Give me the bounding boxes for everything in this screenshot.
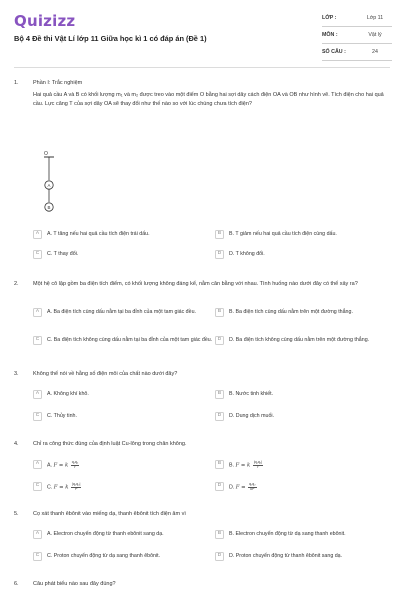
option-letter: A: [33, 530, 42, 539]
question-5: [14, 510, 390, 522]
option-d[interactable]: [215, 412, 393, 426]
option-c[interactable]: [33, 482, 218, 496]
meta-key-question-count: SỐ CÂU :: [322, 49, 346, 55]
formula-fraction: [71, 461, 80, 470]
option-text: D.: [229, 484, 235, 491]
question-number: 1.: [14, 80, 19, 86]
fraction-numerator: q₁q₂: [249, 482, 256, 486]
fraction-numerator: q₁q₂: [71, 460, 79, 464]
option-text: A. Không khí khô.: [47, 391, 89, 397]
option-letter: D: [215, 552, 224, 561]
question-4: [14, 440, 390, 452]
question-number: 5.: [14, 511, 19, 517]
question-text: Cọ xát thanh êbônit vào miếng dạ, thanh êbônit tích điện âm vì: [33, 511, 186, 517]
option-letter: A: [33, 460, 42, 469]
worksheet-meta: [322, 10, 392, 61]
option-d[interactable]: [215, 552, 393, 566]
option-letter: D: [215, 412, 224, 421]
header-divider: [14, 67, 390, 68]
option-letter: A: [33, 390, 42, 399]
option-text: C. Thủy tinh.: [47, 413, 77, 419]
fraction-denominator: r: [74, 464, 76, 469]
option-text: C.: [47, 484, 53, 491]
option-text: B. T giảm nếu hai quả cầu tích điện cùng dấu.: [229, 231, 337, 237]
formula-lhs: F = k: [53, 462, 69, 469]
option-a[interactable]: [33, 530, 218, 544]
option-text: D. T không đổi.: [229, 251, 265, 257]
option-letter: C: [33, 482, 42, 491]
meta-value-class: Lớp 11: [366, 15, 384, 21]
ball-a-label: A: [47, 183, 51, 188]
formula-fraction: [248, 483, 257, 492]
option-letter: D: [215, 250, 224, 259]
option-letter: B: [215, 460, 224, 469]
option-text: A. T tăng nếu hai quả cầu tích điện trái dấu.: [47, 231, 150, 237]
meta-key-class: LỚP :: [322, 15, 337, 21]
formula-lhs: F =: [235, 484, 246, 491]
question-number: 6.: [14, 581, 19, 587]
question-text: Hai quả cầu A và B có khối lượng m₁ và m₂ được treo vào một điểm O bằng hai sợi dây cách điện OA và OB như hình vẽ. Tích điện cho hai quả cầu. Lực căng T của sợi dây OA sẽ thay đổi như thế nào so với lúc chúng chưa tích điện?: [33, 92, 384, 107]
option-letter: D: [215, 482, 224, 491]
fraction-numerator: |q₁q₂|: [253, 460, 263, 464]
question-text: Chỉ ra công thức đúng của định luật Cu-lông trong chân không.: [33, 441, 187, 447]
meta-value-question-count: 24: [372, 49, 378, 55]
option-letter: B: [215, 530, 224, 539]
question-number: 4.: [14, 441, 19, 447]
option-letter: C: [33, 552, 42, 561]
option-text: A. Electron chuyển động từ thanh ebônit sang dạ.: [47, 531, 164, 537]
question-number: 2.: [14, 281, 19, 287]
option-text: A.: [47, 462, 53, 469]
option-text: C. Proton chuyển động từ dạ sang thanh êbônit.: [47, 553, 161, 559]
worksheet-title: Bộ 4 Đề thi Vật Lí lớp 11 Giữa học kì 1 có đáp án (Đề 1): [14, 34, 207, 43]
option-letter: B: [215, 308, 224, 317]
option-d[interactable]: [215, 250, 393, 264]
section-heading: Phần I: Trắc nghiệm: [33, 80, 83, 86]
option-a[interactable]: [33, 308, 218, 330]
formula-fraction: [71, 483, 81, 492]
option-letter: A: [33, 230, 42, 239]
meta-key-subject: MÔN :: [322, 32, 338, 38]
option-text: A. Ba điện tích cùng dấu nằm tại ba đỉnh của một tam giác đều.: [47, 309, 196, 315]
option-c[interactable]: [33, 412, 218, 426]
option-letter: B: [215, 390, 224, 399]
option-text: D. Dung dịch muối.: [229, 413, 275, 419]
option-text: D. Proton chuyển động từ thanh êbônit sang dạ.: [229, 553, 343, 559]
option-b[interactable]: [215, 308, 393, 330]
question-1: [14, 79, 390, 139]
fraction-denominator: r: [257, 464, 259, 469]
worksheet-header: [0, 0, 400, 66]
option-b[interactable]: [215, 460, 393, 474]
option-letter: C: [33, 250, 42, 259]
question-number: 3.: [14, 371, 19, 377]
fraction-numerator: |q₁q₂|: [71, 482, 81, 486]
meta-row-class: [322, 10, 392, 27]
question-text: Câu phát biểu nào sau đây đúng?: [33, 581, 116, 587]
formula-lhs: F = k: [235, 462, 251, 469]
option-text: B.: [229, 462, 235, 469]
meta-row-subject: [322, 27, 392, 44]
option-a[interactable]: [33, 230, 218, 244]
question-3: [14, 370, 390, 382]
formula-lhs: F = k: [53, 484, 69, 491]
meta-value-subject: Vật lý: [368, 32, 382, 38]
option-a[interactable]: [33, 390, 218, 404]
option-d[interactable]: [215, 336, 393, 358]
option-text: D. Ba điện tích không cùng dấu nằm trên một đường thẳng.: [229, 337, 370, 343]
option-letter: D: [215, 336, 224, 345]
option-letter: B: [215, 230, 224, 239]
option-b[interactable]: [215, 390, 393, 404]
point-o-label: O: [44, 151, 48, 157]
option-letter: C: [33, 412, 42, 421]
option-text: B. Electron chuyển động từ dạ sang thanh ebônit.: [229, 531, 346, 537]
option-a[interactable]: [33, 460, 218, 474]
pendulum-figure: [40, 148, 70, 218]
question-text: Không thể nói về hằng số điện môi của chất nào dưới đây?: [33, 371, 178, 377]
option-letter: C: [33, 336, 42, 345]
option-c[interactable]: [33, 250, 218, 264]
option-d[interactable]: [215, 482, 393, 496]
question-2: [14, 280, 390, 304]
option-b[interactable]: [215, 230, 393, 244]
option-text: C. T thay đổi.: [47, 251, 79, 257]
formula-fraction: [253, 461, 263, 470]
ball-b-label: B: [47, 205, 51, 210]
question-6: [14, 580, 390, 592]
option-text: B. Nước tinh khiết.: [229, 391, 274, 397]
meta-row-question-count: [322, 44, 392, 61]
option-c[interactable]: [33, 336, 218, 358]
option-text: B. Ba điện tích cùng dấu nằm trên một đường thẳng.: [229, 309, 353, 315]
option-text: C. Ba điện tích không cùng dấu nằm tại ba đỉnh của một tam giác đều.: [47, 337, 213, 343]
fraction-denominator: kr²: [250, 486, 255, 491]
quizizz-logo: Quizizz: [14, 12, 76, 30]
option-b[interactable]: [215, 530, 393, 544]
option-c[interactable]: [33, 552, 218, 566]
option-letter: A: [33, 308, 42, 317]
question-text: Một hệ cô lập gồm ba điện tích điểm, có khối lượng không đáng kể, nằm cân bằng với nhau. Tình huống nào dưới đây có thể xảy ra?: [33, 281, 358, 287]
fraction-denominator: r²: [75, 486, 78, 491]
